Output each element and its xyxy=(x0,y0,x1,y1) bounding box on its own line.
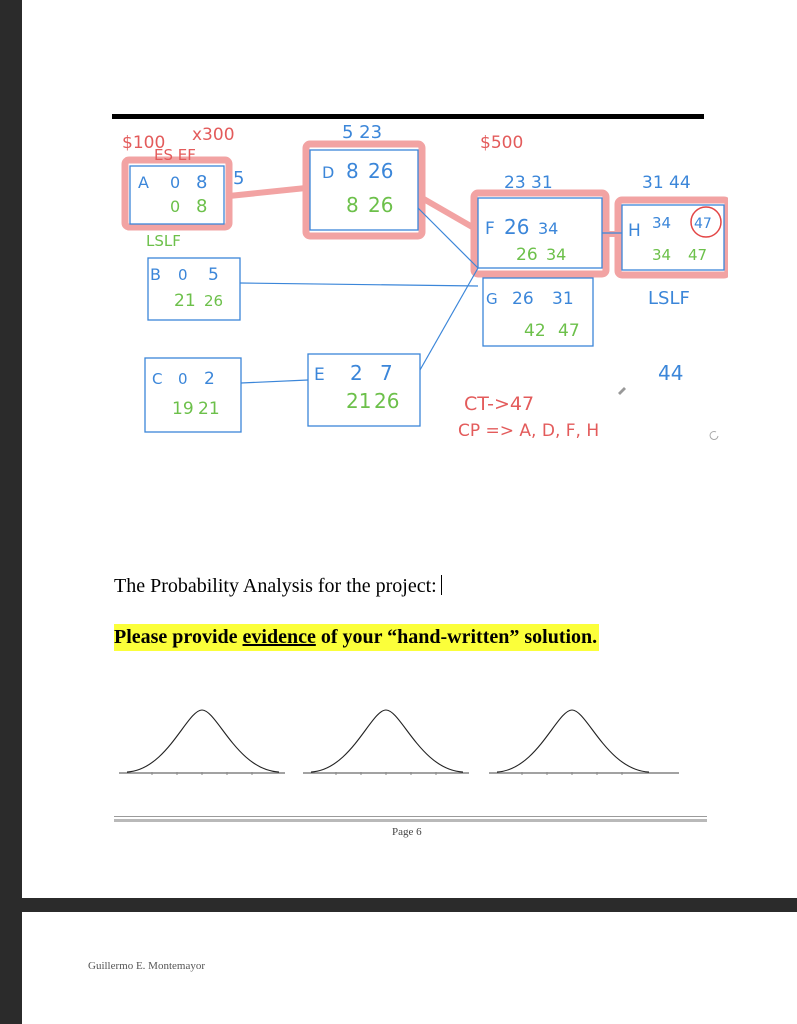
refresh-icon xyxy=(710,431,718,439)
lslf-label-right: LSLF xyxy=(648,288,690,309)
lslf-label-left: LSLF xyxy=(146,232,181,250)
node-a-esef-label: ES EF xyxy=(154,146,196,164)
node-a-lf: 8 xyxy=(196,196,208,217)
d-f-critical-link xyxy=(422,198,474,228)
instruction-pre: Please provide xyxy=(114,626,243,648)
b-to-merge-arrow xyxy=(240,283,478,286)
node-h-es: 34 xyxy=(652,214,672,232)
network-diagram-svg xyxy=(112,108,728,453)
node-h-ef: 47 xyxy=(694,216,712,232)
top-black-rule xyxy=(112,114,704,119)
node-b-lf: 26 xyxy=(204,292,224,310)
author-header: Guillermo E. Montemayor xyxy=(88,960,206,972)
node-e-ls: 21 xyxy=(346,389,372,413)
node-h-top-times: 31 44 xyxy=(642,173,691,193)
node-g-ls: 42 xyxy=(524,321,546,341)
node-f-label: F xyxy=(485,219,495,239)
e-to-merge-arrow xyxy=(420,268,478,370)
node-f-lf: 34 xyxy=(546,245,567,264)
node-a-ls: 0 xyxy=(170,197,181,216)
probability-analysis-text: The Probability Analysis for the project: xyxy=(114,575,437,597)
node-a-crash-cost: x300 xyxy=(192,125,235,145)
a-d-critical-link xyxy=(229,188,306,196)
instruction-highlight xyxy=(114,624,599,651)
node-c-ls: 19 xyxy=(172,399,194,419)
node-f-ef: 34 xyxy=(538,219,559,238)
normal-curve-3 xyxy=(489,710,679,775)
node-e-ef: 7 xyxy=(380,361,393,385)
node-d-ls: 8 xyxy=(346,193,359,217)
node-h-label: H xyxy=(628,221,641,241)
node-e-es: 2 xyxy=(350,361,363,385)
node-h-lf: 47 xyxy=(688,246,708,264)
node-a-ef: 8 xyxy=(196,172,208,193)
c-to-e-arrow xyxy=(241,380,308,383)
node-d-lf: 26 xyxy=(368,193,394,217)
normal-curves xyxy=(117,700,687,780)
pencil-icon xyxy=(618,387,626,395)
node-c-ef: 2 xyxy=(204,369,215,389)
footer-rule xyxy=(114,816,707,817)
node-a-duration: 5 xyxy=(233,168,245,189)
probability-analysis-line xyxy=(114,575,442,598)
instruction-post: of your “hand-written” solution. xyxy=(315,626,598,648)
normal-curve-1 xyxy=(119,710,285,775)
node-h-ls: 34 xyxy=(652,246,672,264)
node-g-label: G xyxy=(486,290,498,308)
critical-path-note: CP => A, D, F, H xyxy=(458,421,600,441)
node-a-es: 0 xyxy=(170,173,181,192)
next-page xyxy=(22,912,797,1024)
node-d-es: 8 xyxy=(346,159,359,183)
node-c-label: C xyxy=(152,370,163,388)
node-b-ef: 5 xyxy=(208,265,219,285)
node-b-ls: 21 xyxy=(174,291,196,311)
node-g-es: 26 xyxy=(512,289,534,309)
node-d-top-times: 5 23 xyxy=(342,122,383,143)
normal-curve-2 xyxy=(303,710,469,775)
node-f-top-times: 23 31 xyxy=(504,173,553,193)
node-d-box xyxy=(310,150,418,230)
node-a-label: A xyxy=(138,173,149,192)
node-f-es: 26 xyxy=(504,215,530,239)
node-b-es: 0 xyxy=(178,266,188,284)
d-to-merge-arrow xyxy=(418,208,478,268)
node-g-lf: 47 xyxy=(558,321,580,341)
instruction-evidence: evidence xyxy=(242,626,316,648)
node-d-critical-highlight xyxy=(306,144,422,236)
node-g-ef: 31 xyxy=(552,289,574,309)
page-number: Page 6 xyxy=(392,826,422,838)
node-c-lf: 21 xyxy=(198,399,220,419)
node-f-cost: $500 xyxy=(480,133,524,153)
node-e-lf: 26 xyxy=(374,389,400,413)
node-e-label: E xyxy=(314,365,325,385)
node-a-critical-highlight xyxy=(125,160,229,227)
text-cursor xyxy=(441,575,442,595)
node-f-ls: 26 xyxy=(516,245,538,265)
handwritten-44: 44 xyxy=(658,361,684,385)
node-d-label: D xyxy=(322,163,335,182)
critical-time-note: CT->47 xyxy=(464,393,535,415)
node-d-ef: 26 xyxy=(368,159,394,183)
node-b-label: B xyxy=(150,265,161,284)
document-page xyxy=(22,0,797,898)
node-c-es: 0 xyxy=(178,370,188,388)
node-a-cost: $100 xyxy=(122,133,166,153)
footer-rule-thick xyxy=(114,819,707,822)
handwritten-network-diagram xyxy=(112,108,728,453)
